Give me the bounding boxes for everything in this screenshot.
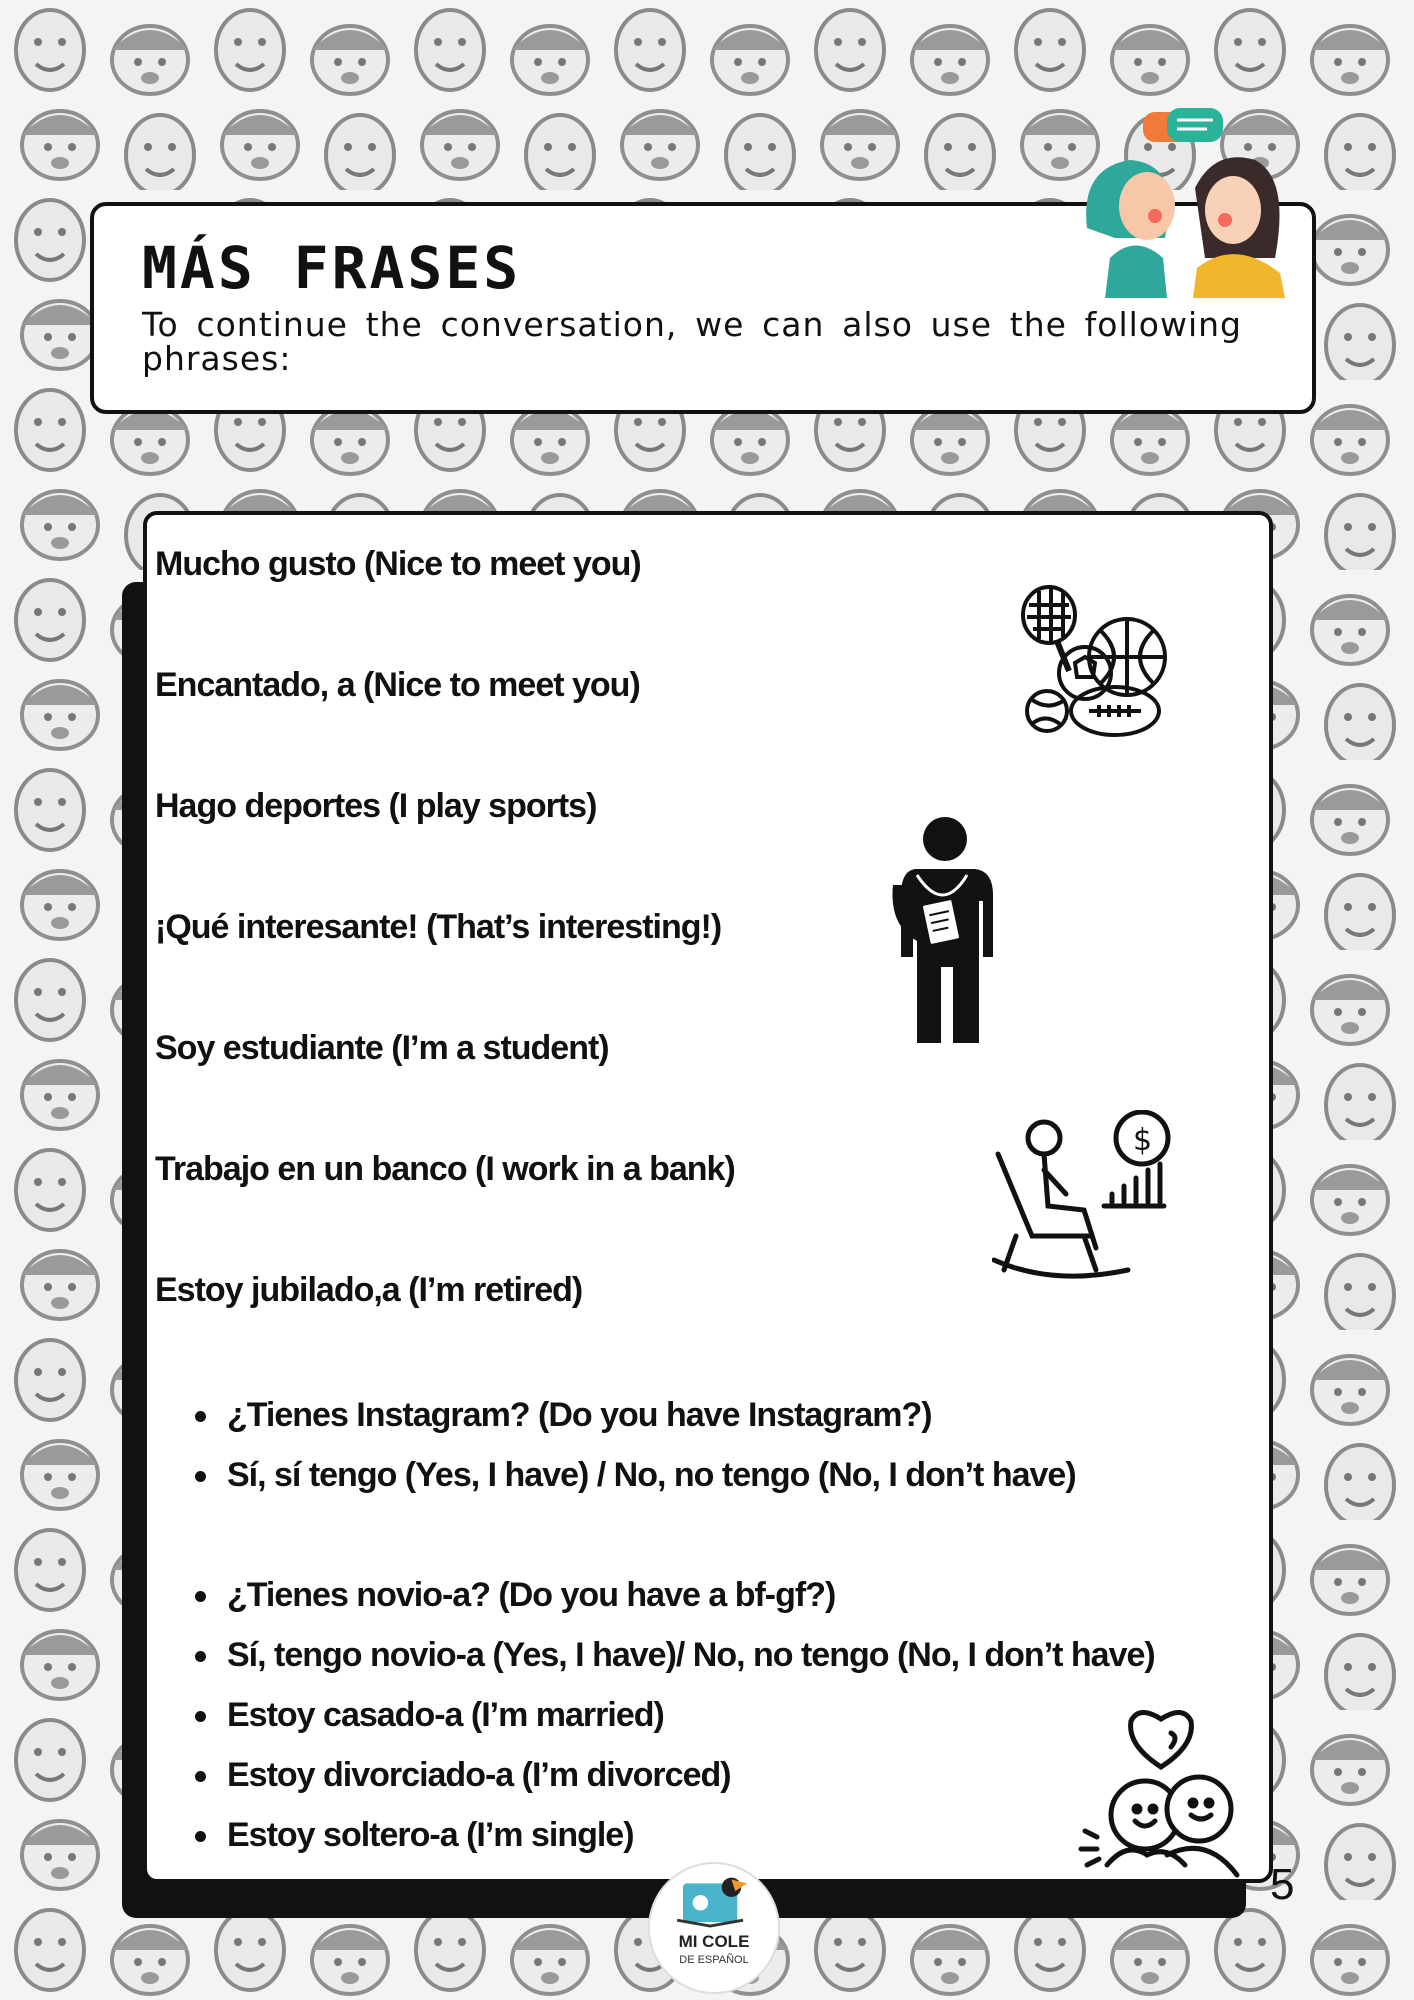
list-item bbox=[227, 1385, 1076, 1445]
phrase-item: Encantado, a (Nice to meet you) bbox=[155, 666, 640, 704]
retired-money-icon bbox=[992, 1110, 1182, 1290]
mi-cole-logo bbox=[648, 1862, 780, 1994]
page-title: MÁS FRASES bbox=[142, 234, 522, 302]
bullet-dot-icon bbox=[195, 1831, 206, 1842]
svg-text:$: $ bbox=[1133, 1123, 1153, 1158]
list-item bbox=[227, 1565, 1155, 1625]
sports-balls-icon bbox=[1019, 585, 1179, 745]
list-item bbox=[227, 1685, 1155, 1745]
list-item-text: Sí, tengo novio-a (Yes, I have)/ No, no tengo (No, I don’t have) bbox=[227, 1636, 1155, 1674]
bullet-dot-icon bbox=[195, 1471, 206, 1482]
page-number: 5 bbox=[1270, 1860, 1295, 1909]
intro-text: To continue the conversation, we can also use the following phrases: bbox=[142, 305, 1242, 378]
phrase-item: Trabajo en un banco (I work in a bank) bbox=[155, 1150, 735, 1188]
list-item-text: ¿Tienes Instagram? (Do you have Instagram?) bbox=[227, 1396, 932, 1434]
book-toucan-icon bbox=[650, 1864, 778, 1992]
phrases-card bbox=[143, 511, 1273, 1883]
list-item-text: Estoy casado-a (I’m married) bbox=[227, 1696, 664, 1734]
bullet-dot-icon bbox=[195, 1651, 206, 1662]
phrase-item: Soy estudiante (I’m a student) bbox=[155, 1029, 609, 1067]
bullet-dot-icon bbox=[195, 1411, 206, 1422]
logo-title: MI COLE bbox=[678, 1932, 750, 1951]
student-icon bbox=[887, 815, 1007, 1045]
phrase-item: Mucho gusto (Nice to meet you) bbox=[155, 545, 641, 583]
list-item-text: Sí, sí tengo (Yes, I have) / No, no tengo (No, I don’t have) bbox=[227, 1456, 1076, 1494]
couple-love-icon bbox=[1067, 1705, 1257, 1885]
logo-subtitle: DE ESPAÑOL bbox=[679, 1954, 749, 1966]
bullet-dot-icon bbox=[195, 1591, 206, 1602]
phrase-item: Estoy jubilado,a (I’m retired) bbox=[155, 1271, 583, 1309]
chat-people-icon bbox=[1075, 108, 1295, 298]
list-item bbox=[227, 1625, 1155, 1685]
list-item bbox=[227, 1445, 1076, 1505]
list-item bbox=[227, 1805, 1155, 1865]
bullet-list-instagram bbox=[227, 1385, 1076, 1505]
bullet-dot-icon bbox=[195, 1771, 206, 1782]
list-item-text: ¿Tienes novio-a? (Do you have a bf-gf?) bbox=[227, 1576, 836, 1614]
bullet-dot-icon bbox=[195, 1711, 206, 1722]
list-item bbox=[227, 1745, 1155, 1805]
bullet-list-relationship bbox=[227, 1565, 1155, 1865]
list-item-text: Estoy soltero-a (I’m single) bbox=[227, 1816, 634, 1854]
phrase-item: ¡Qué interesante! (That’s interesting!) bbox=[155, 908, 722, 946]
phrase-item: Hago deportes (I play sports) bbox=[155, 787, 597, 825]
list-item-text: Estoy divorciado-a (I’m divorced) bbox=[227, 1756, 731, 1794]
